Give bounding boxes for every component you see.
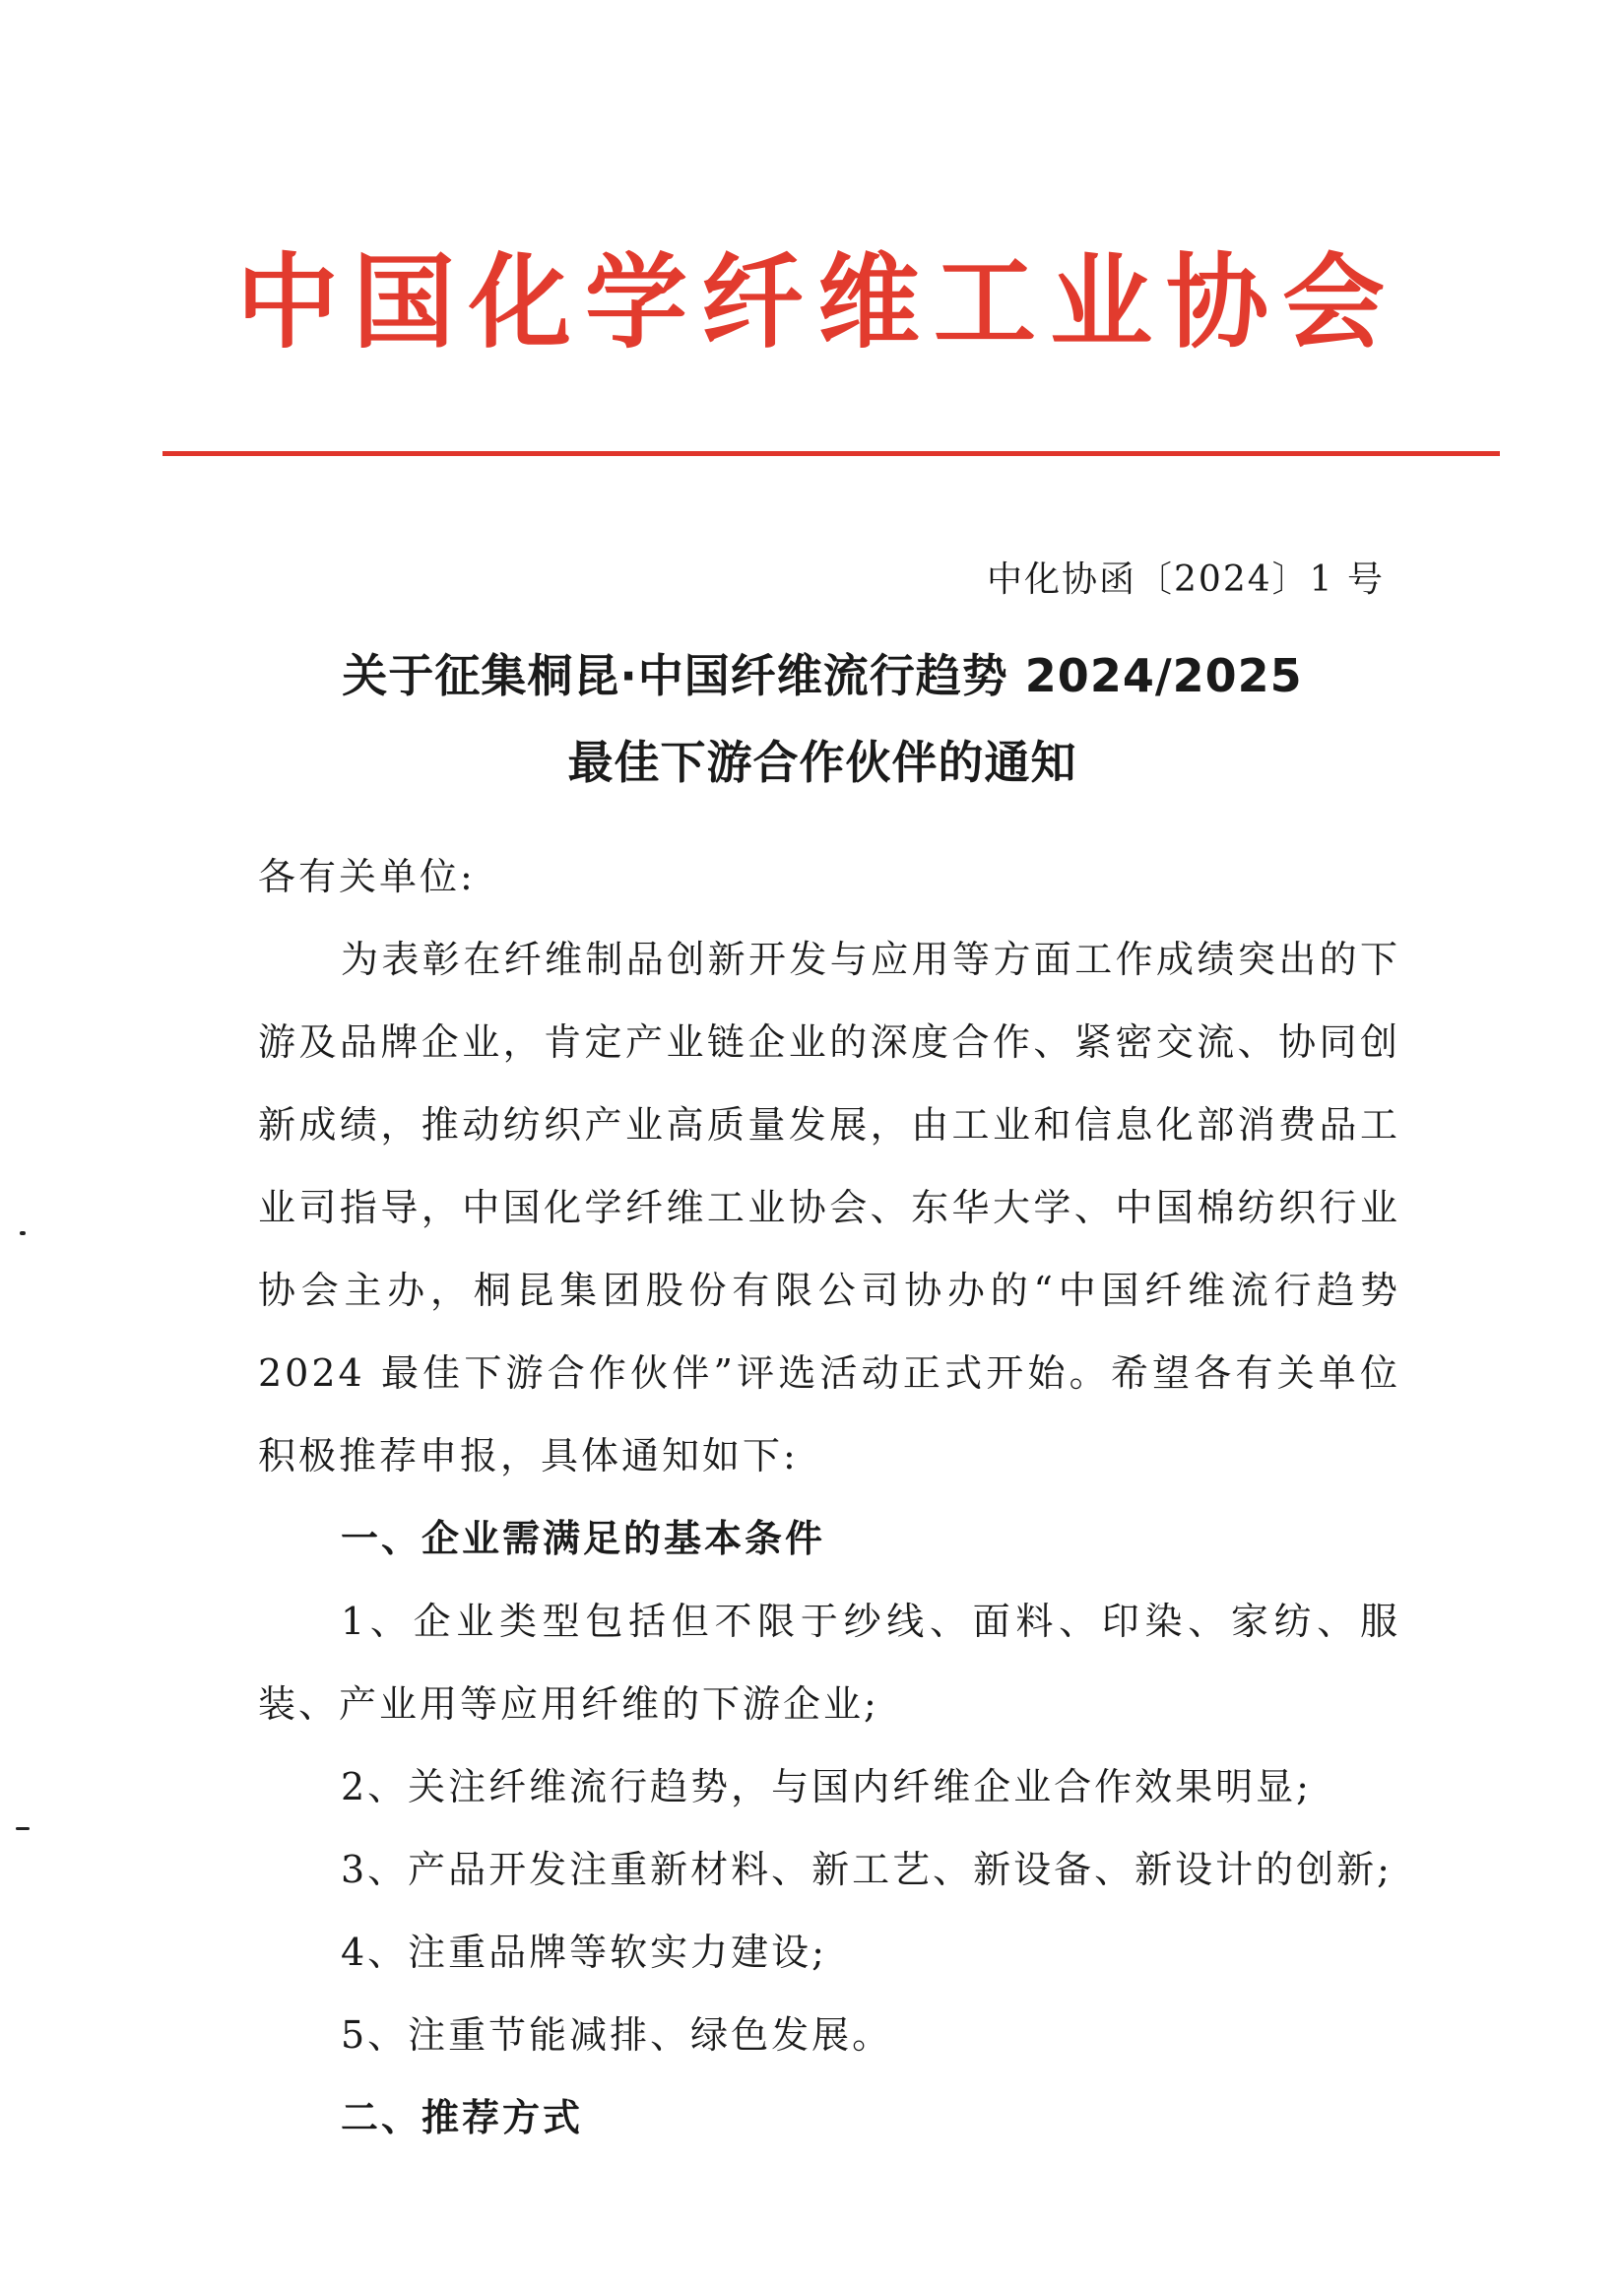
notice-body (258, 835, 1400, 2159)
condition-item-3: 3、产品开发注重新材料、新工艺、新设备、新设计的创新; (341, 1848, 1393, 1891)
scan-speck-1 (20, 1231, 26, 1235)
condition-item-5: 5、注重节能减排、绿色发展。 (341, 2013, 893, 2057)
intro-paragraph: 为表彰在纤维制品创新开发与应用等方面工作成绩突出的下游及品牌企业，肯定产业链企业的深度合作、紧密交流、协同创新成绩，推动纺织产业高质量发展，由工业和信息化部消费品工业司指导，中国化学纤维工业协会、东华大学、中国棉纺织行业协会主办，桐昆集团股份有限公司协办的“中国纤维流行趋势 2024 最佳下游合作伙伴”评选活动正式开始。希望各有关单位积极推荐申报，具体通知如下: (258, 938, 1400, 1477)
notice-title (236, 632, 1408, 806)
notice-title-line-2: 最佳下游合作伙伴的通知 (567, 736, 1077, 789)
letterhead-organization-name: 中国化学纤维工业协会 (235, 242, 1398, 362)
section-2-heading: 二、推荐方式 (341, 2096, 584, 2139)
letterhead-red-divider (162, 451, 1500, 456)
condition-item-2: 2、关注纤维流行趋势，与国内纤维企业合作效果明显; (341, 1765, 1312, 1808)
scan-speck-2 (16, 1827, 30, 1830)
notice-title-line-1: 关于征集桐昆·中国纤维流行趋势 2024/2025 (342, 649, 1303, 702)
salutation: 各有关单位: (258, 855, 476, 898)
condition-item-4: 4、注重品牌等软实力建设; (341, 1931, 827, 1974)
condition-item-1: 1、企业类型包括但不限于纱线、面料、印染、家纺、服装、产业用等应用纤维的下游企业; (258, 1600, 1400, 1726)
section-1-heading: 一、企业需满足的基本条件 (341, 1517, 826, 1560)
document-number: 中化协函〔2024〕1 号 (987, 559, 1385, 600)
